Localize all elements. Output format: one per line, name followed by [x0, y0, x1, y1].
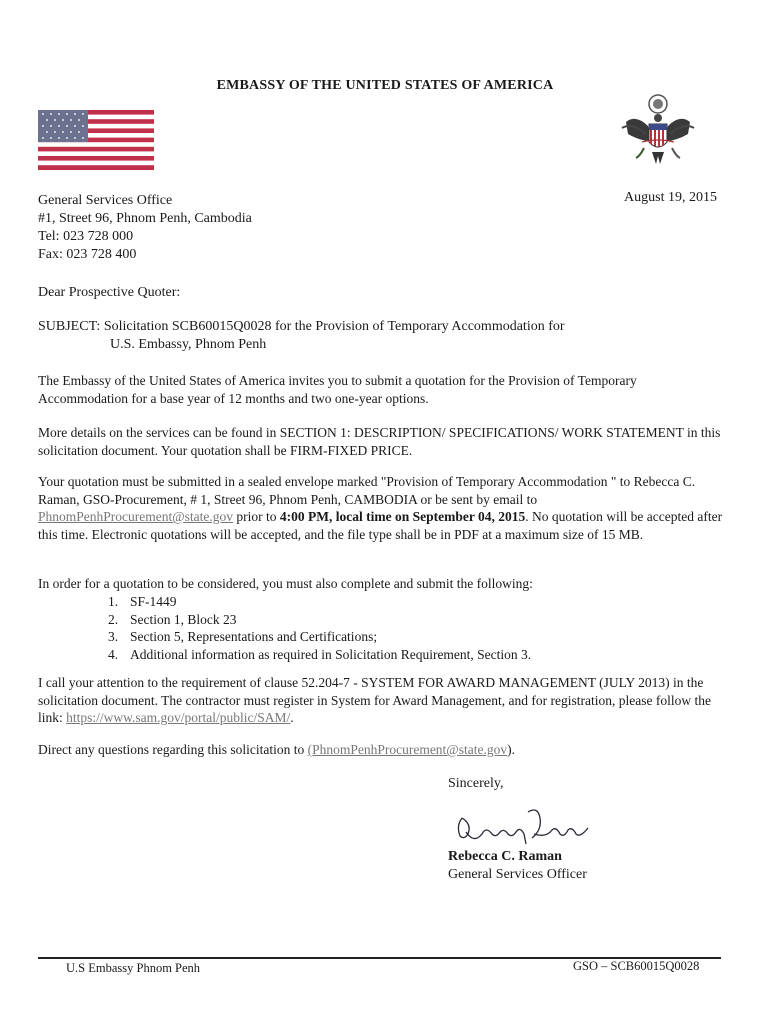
submission-text-a: Your quotation must be submitted in a sealed envelope marked "Provision of Temporary Accommodation " to Rebecca C. Raman, GSO-Procurement, # 1, Street 96, Phnom Penh, CAMBODIA or be sent by email to — [38, 474, 696, 507]
signatory-title: General Services Officer — [448, 867, 587, 882]
greeting: Dear Prospective Quoter: — [38, 285, 181, 300]
procurement-email-link[interactable]: PhnomPenhProcurement@state.gov — [38, 509, 234, 524]
subject-line — [38, 318, 738, 354]
sam-text-b: . — [290, 710, 294, 725]
submission-text-b: prior to — [233, 509, 280, 524]
closing-sincerely: Sincerely, — [448, 776, 504, 791]
address-tel: Tel: 023 728 000 — [38, 229, 134, 244]
subject-line-1: SUBJECT: Solicitation SCB60015Q0028 for the Provision of Temporary Accommodation for — [38, 319, 565, 334]
paragraph-invitation: The Embassy of the United States of America invites you to submit a quotation for the Provision of Temporary Accommodation for a base year of 12 months and two one-year options. — [38, 373, 637, 406]
paragraph-sam-registration — [38, 674, 728, 727]
deadline-text: 4:00 PM, local time on September 04, 2015 — [279, 509, 526, 524]
list-item-number: 1. — [108, 594, 119, 609]
sender-address — [38, 192, 252, 264]
list-item — [108, 628, 531, 646]
sam-portal-link[interactable]: https://www.sam.gov/portal/public/SAM/ — [66, 710, 291, 725]
address-street: #1, Street 96, Phnom Penh, Cambodia — [38, 211, 252, 226]
paragraph-questions — [38, 741, 728, 759]
submission-text-c: . No quotation will be accepted after this time. Electronic quotations will be accepted, and the file type shall be in PDF at a maximum size of 15 MB. — [38, 509, 723, 542]
list-item-text: Section 1, Block 23 — [130, 611, 237, 627]
list-item-number: 4. — [108, 646, 119, 662]
list-item — [108, 646, 531, 664]
sam-text-a: I call your attention to the requirement of clause 52.204-7 - SYSTEM FOR AWARD MANAGEMENT (JULY 2013) in the solicitation document. The contractor must register in System for Award Management, and for registration, please follow the link: — [38, 675, 711, 725]
paragraph-details: More details on the services can be found in SECTION 1: DESCRIPTION/ SPECIFICATIONS/ WORK STATEMENT in this solicitation document. Your quotation shall be FIRM-FIXED PRICE. — [38, 425, 721, 458]
requirements-list — [108, 593, 531, 663]
footer-office: U.S Embassy Phnom Penh — [66, 961, 201, 975]
letterhead-title: EMBASSY OF THE UNITED STATES OF AMERICA — [216, 78, 554, 93]
us-flag-icon — [38, 110, 154, 170]
footer-reference: GSO – SCB60015Q0028 — [573, 959, 700, 973]
letter-date: August 19, 2015 — [624, 190, 717, 205]
questions-email-link[interactable]: (PhnomPenhProcurement@state.gov — [307, 742, 508, 757]
list-item-text: SF-1449 — [130, 594, 177, 609]
address-fax: Fax: 023 728 400 — [38, 247, 137, 262]
list-item — [108, 611, 531, 629]
handwritten-signature — [448, 804, 598, 854]
list-item — [108, 593, 531, 611]
paragraph-requirements-intro: In order for a quotation to be considered, you must also complete and submit the following: — [38, 576, 533, 591]
questions-text-a: Direct any questions regarding this solicitation to — [38, 742, 308, 757]
list-item-number: 2. — [108, 611, 119, 627]
questions-text-b: ). — [507, 742, 515, 757]
paragraph-submission — [38, 473, 728, 543]
great-seal-icon — [618, 92, 698, 178]
list-item-number: 3. — [108, 629, 119, 644]
address-office: General Services Office — [38, 193, 173, 208]
list-item-text: Section 5, Representations and Certifications; — [130, 629, 378, 644]
list-item-text: Additional information as required in Solicitation Requirement, Section 3. — [130, 646, 532, 662]
subject-line-2: U.S. Embassy, Phnom Penh — [110, 337, 267, 352]
signatory-name: Rebecca C. Raman — [448, 849, 562, 864]
